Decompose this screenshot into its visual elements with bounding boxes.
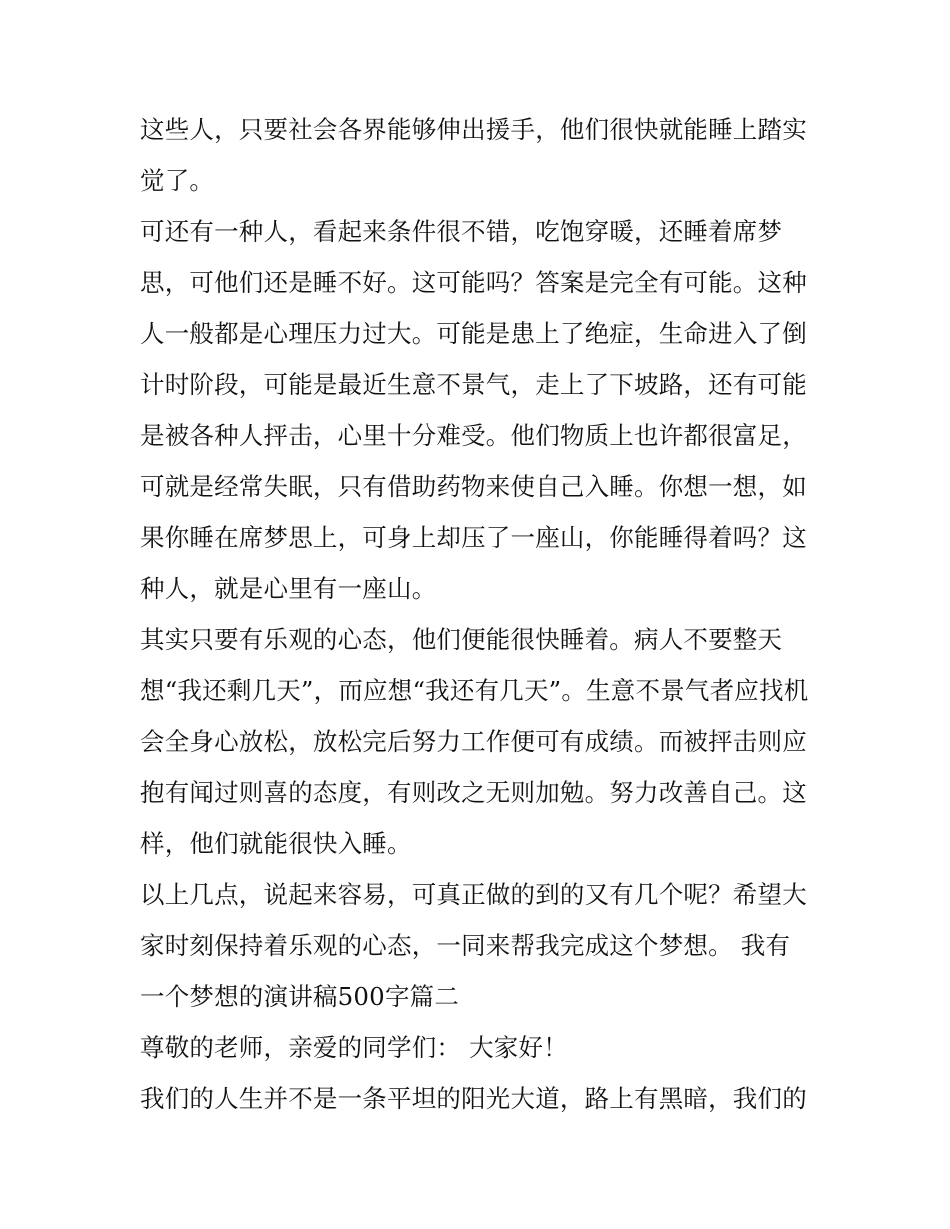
text-line: 家时刻保持着乐观的心态，一同来帮我完成这个梦想。 我有 <box>140 931 791 960</box>
text-line: 抱有闻过则喜的态度，有则改之无则加勉。努力改善自己。这 <box>140 778 807 807</box>
text-line: 会全身心放松，放松完后努力工作便可有成绩。而被抨击则应 <box>140 727 807 756</box>
text-line: 可就是经常失眠，只有借助药物来使自己入睡。你想一想，如 <box>140 472 807 501</box>
text-line: 觉了。 <box>140 166 215 195</box>
document-body <box>140 104 820 1124</box>
text-line: 果你睡在席梦思上，可身上却压了一座山，你能睡得着吗？这 <box>140 523 807 552</box>
text-line: 思，可他们还是睡不好。这可能吗？答案是完全有可能。这种 <box>140 268 807 297</box>
text-line: 种人，就是心里有一座山。 <box>140 574 437 603</box>
text-line: 计时阶段，可能是最近生意不景气，走上了下坡路，还有可能 <box>140 370 807 399</box>
text-line: 可还有一种人，看起来条件很不错，吃饱穿暖，还睡着席梦 <box>140 217 783 246</box>
text-line: 样，他们就能很快入睡。 <box>140 829 412 858</box>
salutation: 尊敬的老师，亲爱的同学们： 大家好！ <box>140 1033 568 1062</box>
text-line: 以上几点，说起来容易，可真正做的到的又有几个呢？希望大 <box>140 880 807 909</box>
text-line: 这些人，只要社会各界能够伸出援手，他们很快就能睡上踏实 <box>140 115 807 144</box>
text-line: 我们的人生并不是一条平坦的阳光大道，路上有黑暗，我们的 <box>140 1084 807 1113</box>
text-line: 是被各种人抨击，心里十分难受。他们物质上也许都很富足， <box>140 421 807 450</box>
text-line: 人一般都是心理压力过大。可能是患上了绝症，生命进入了倒 <box>140 319 807 348</box>
text-line: 其实只要有乐观的心态，他们便能很快睡着。病人不要整天 <box>140 625 783 654</box>
section-heading: 一个梦想的演讲稿500字篇二 <box>140 982 460 1011</box>
text-line: 想“我还剩几天”，而应想“我还有几天”。生意不景气者应找机 <box>140 676 809 705</box>
